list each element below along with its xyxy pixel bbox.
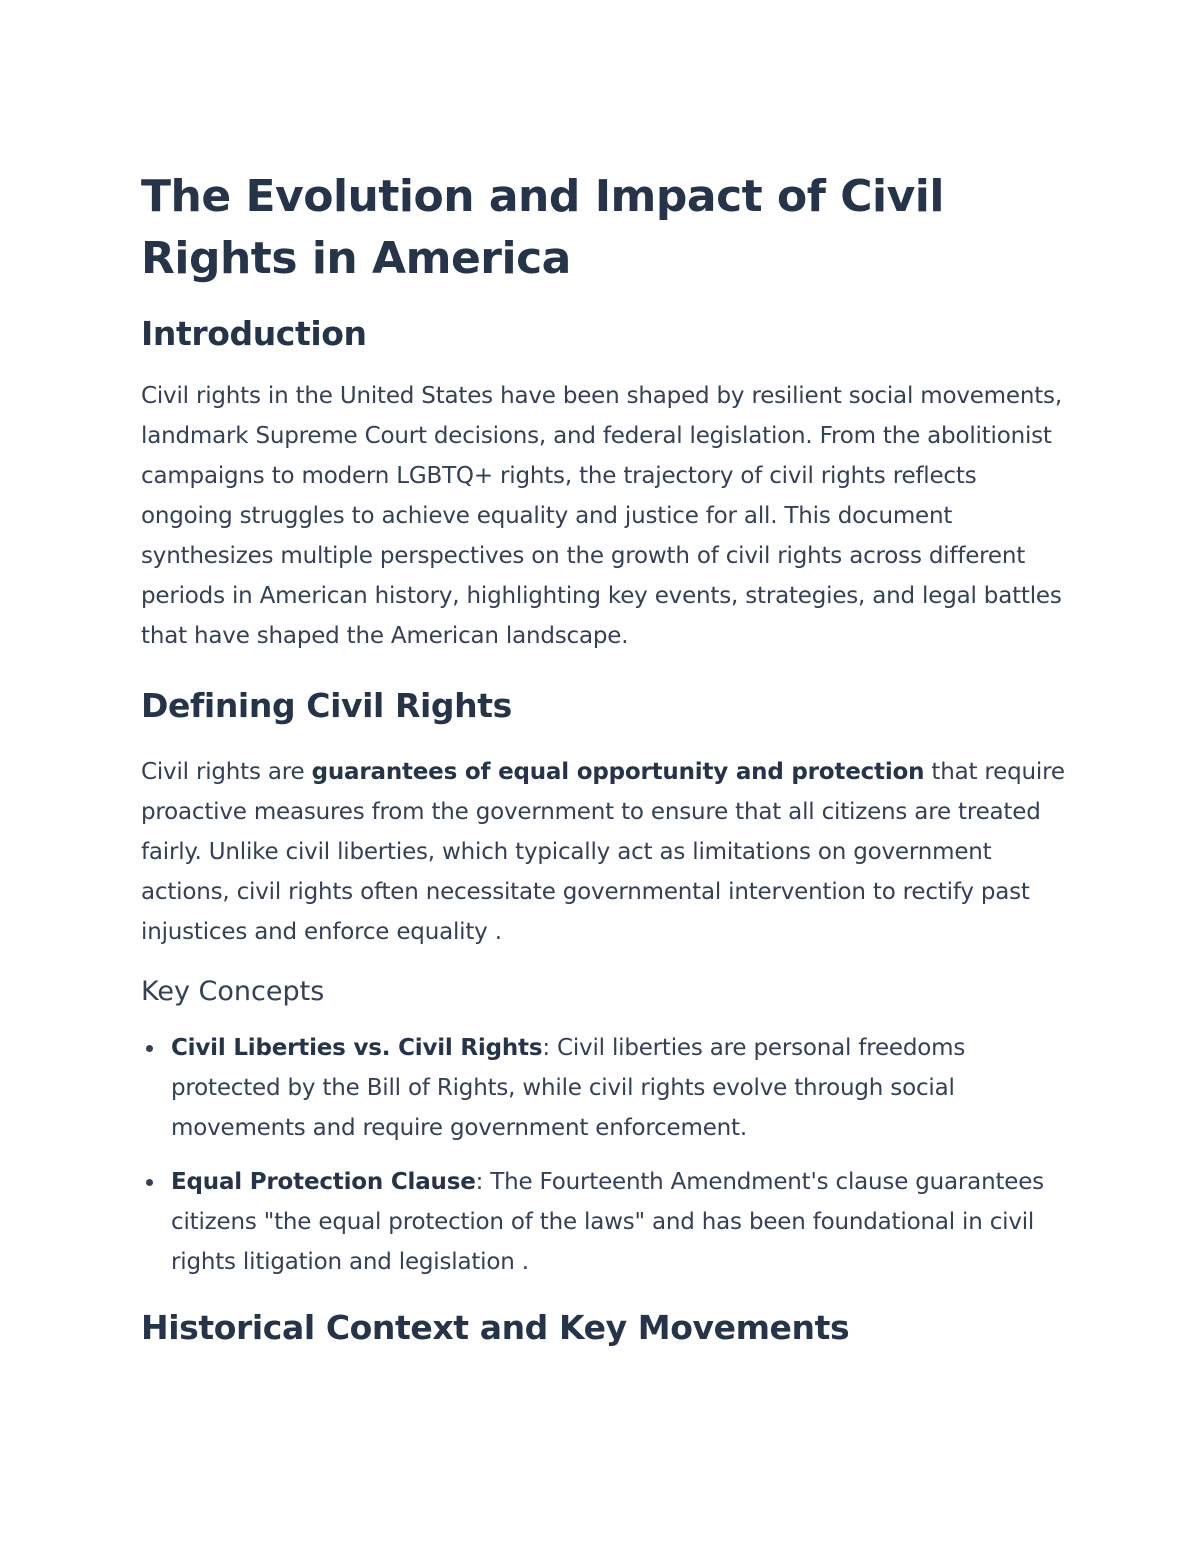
introduction-paragraph: Civil rights in the United States have been shaped by resilient social movements, landmark Supreme Court decisions, and federal legislation. From the abolitionist campaigns to modern LGBTQ+ rights, the trajectory of civil rights reflects ongoing struggles to achieve equality and justice for all. This document synthesizes multiple perspectives on the growth of civil rights across different periods in American history, highlighting key events, strategies, and legal battles that have shaped the American landscape.	[141, 383, 1062, 649]
list-item-term: Equal Protection Clause	[171, 1169, 476, 1195]
section-heading-introduction: Introduction	[141, 314, 367, 353]
list-item-text: : Civil liberties are personal freedoms protected by the Bill of Rights, while civil rights evolve through social movements and require government enforcement.	[171, 1035, 966, 1141]
section-heading-defining-civil-rights: Defining Civil Rights	[141, 686, 512, 725]
document-page	[141, 166, 1066, 1350]
document-title: The Evolution and Impact of Civil Rights in America	[141, 171, 944, 284]
defining-paragraph-bold: guarantees of equal opportunity and protection	[311, 759, 925, 785]
list-item-text: : The Fourteenth Amendment's clause guarantees citizens "the equal protection of the laws" and has been foundational in civil rights litigation and legislation .	[171, 1169, 1044, 1275]
bullet-icon	[146, 1045, 153, 1052]
defining-paragraph	[141, 752, 1066, 952]
subsection-heading-key-concepts: Key Concepts	[141, 976, 325, 1007]
list-item	[171, 1028, 1066, 1148]
section-heading-historical-context: Historical Context and Key Movements	[141, 1308, 850, 1347]
defining-paragraph-rest: that require proactive measures from the government to ensure that all citizens are treated fairly. Unlike civil liberties, which typically act as limitations on government actions, civil rights often necessitate governmental intervention to rectify past injustices and enforce equality .	[141, 759, 1065, 945]
bullet-icon	[146, 1179, 153, 1186]
list-item	[171, 1162, 1066, 1282]
defining-paragraph-lead: Civil rights are	[141, 759, 312, 785]
list-item-term: Civil Liberties vs. Civil Rights	[171, 1035, 543, 1061]
key-concepts-list	[141, 1028, 1066, 1282]
